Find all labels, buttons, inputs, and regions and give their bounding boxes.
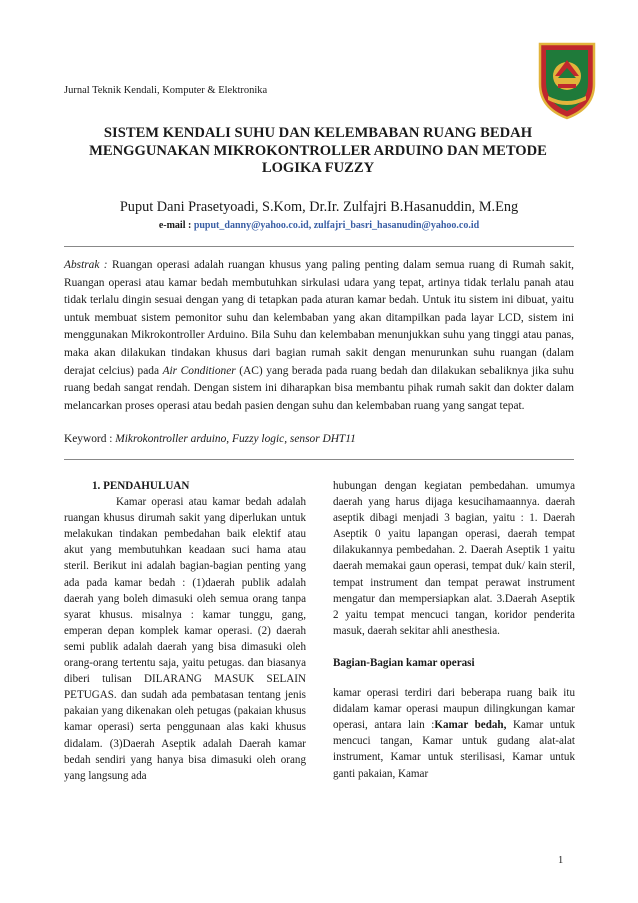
subsection-heading: Bagian-Bagian kamar operasi	[333, 656, 475, 669]
university-logo	[534, 40, 600, 120]
right-paragraph-2	[333, 685, 575, 782]
right-paragraph-2-start: kamar operasi terdiri dari beberapa ruang baik itu didalam kamar operasi maupun dilingkungan kamar operasi, antara lain :	[333, 687, 575, 732]
email-label: e-mail :	[158, 220, 194, 231]
abstract	[64, 257, 574, 415]
title-line-2: MENGGUNAKAN MIKROKONTROLLER ARDUINO DAN METODE	[89, 142, 547, 159]
right-paragraph-1: hubungan dengan kegiatan pembedahan. umumya daerah yang harus dijaga kesucihamaannya. daerah aseptik dibagi menjadi 3 bagian, yaitu : 1. Daerah Aseptik 0 yaitu lapangan operasi, daerah tempat dilakukannya pembedahan. 2. Daerah Aseptik 1 yaitu daerah memakai gaun operasi, tempat duk/ kain steril, tempat instrument dan tempat perawat instrument mengatur dan mempersiapkan alat. 3.Daerah Aseptik 2 yaitu tempat mencuci tangan, koridor penderita masuk, daerah sekitar ahli anesthesia.	[333, 480, 575, 637]
paper-title	[60, 125, 576, 178]
right-paragraph-2-rest: Kamar untuk mencuci tangan, Kamar untuk gudang alat-alat instrument, Kamar untuk sterilisasi, Kamar untuk ganti pakaian, Kamar	[333, 719, 575, 780]
journal-name: Jurnal Teknik Kendali, Komputer & Elektronika	[64, 85, 268, 96]
authors: Puput Dani Prasetyoadi, S.Kom, Dr.Ir. Zulfajri B.Hasanuddin, M.Eng	[119, 199, 519, 215]
abstract-ac-term: Air Conditioner	[162, 364, 236, 377]
kamar-bedah-term: Kamar bedah,	[434, 719, 507, 732]
title-line-3: LOGIKA FUZZY	[261, 160, 375, 176]
abstract-text-1: Ruangan operasi adalah ruangan khusus yang paling penting dalam semua ruang di Rumah sakit, Ruangan operasi atau kamar bedah membutuhkan sirkulasi udara yang tepat, artinya tidak terlalu panah atau tidak terlalu dingin sesuai dengan yang di tetapkan pada aturan kamar bedah. Untuk itu sistem ini dibuat, yaitu untuk membuat sistem pemonitor suhu dan kelembaban yang akan ditampilkan pada layar LCD, sistem ini menggunakan Mikrokontroller Arduino. Bila Suhu dan kelembaban menunjukkan suhu yang tinggi atau panas, maka akan dilakukan tindakan khusus dari bagian rumah sakit dengan menurunkan suhu ruangan (dalam derajat celcius) pada	[64, 259, 574, 377]
bottom-divider	[64, 459, 574, 460]
abstract-text-2: (AC) yang berada pada ruang bedah dan dilakukan sebaliknya jika suhu ruang bedah sangat rendah. Dengan sistem ini diharapkan bisa membantu pihak rumah sakit dan dokter dalam melancarkan proses operasi atau bedah pasien dengan suhu dan kelembaban ruang yang sangat tepat.	[64, 364, 574, 412]
section-heading-pendahuluan: 1. PENDAHULUAN	[92, 480, 190, 492]
left-column	[64, 478, 306, 784]
top-divider	[64, 246, 574, 247]
keywords	[64, 433, 356, 445]
keyword-values: Mikrokontroller arduino, Fuzzy logic, sensor DHT11	[115, 433, 356, 445]
email-line	[0, 220, 638, 231]
left-paragraph: Kamar operasi atau kamar bedah adalah ruangan khusus dirumah sakit yang diperlukan untuk melakukan tindakan pembedahan baik elektif atau akut yang membutuhkan keadaan suci hama atau steril. Berikut ini adalah bagian-bagian penting yang ada pada kamar bedah : (1)daerah publik adalah daerah yang boleh dimasuki oleh semua orang tanpa syarat khusus. misalnya : kamar tunggu, gang, emperan depan komplek kamar operasi. (2) daerah semi publik adalah daerah yang bisa dimasuki oleh orang-orang tertentu saja, yaitu petugas. dan biasanya diberi tulisan DILARANG MASUK SELAIN PETUGAS. dan sudah ada pembatasan tentang jenis pakaian yang dikenakan oleh petugas (pakaian khusus kamar operasi) serta penggunaan alas kaki khusus didalam. (3)Daerah Aseptik adalah Daerah kamar bedah sendiri yang hanya bisa dimasuki oleh orang yang langsung ada	[64, 496, 306, 782]
page-number: 1	[558, 855, 564, 866]
right-column	[333, 478, 575, 782]
email-addresses: puput_danny@yahoo.co.id, zulfajri_basri_hasanudin@yahoo.co.id	[193, 220, 480, 231]
abstract-label: Abstrak :	[64, 259, 112, 271]
title-line-1: SISTEM KENDALI SUHU DAN KELEMBABAN RUANG BEDAH	[103, 125, 533, 141]
keyword-label: Keyword :	[64, 433, 116, 445]
